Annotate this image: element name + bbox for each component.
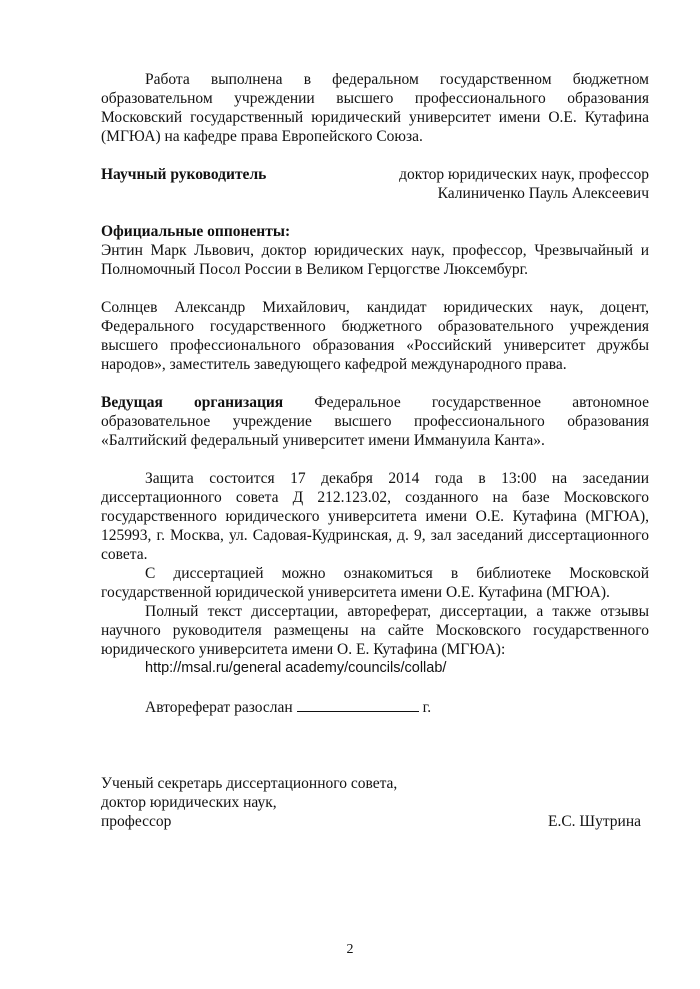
opponent-first: Энтин Марк Львович, доктор юридических наук, профессор, Чрезвычайный и Полномочный Посол России в Великом Герцогстве Люксембург. (101, 242, 649, 278)
opponents-heading: Официальные оппоненты: (101, 223, 291, 240)
supervisor-label: Научный руководитель (101, 166, 267, 183)
leading-org-text: Федеральное государственное автономное образовательное учреждение высшего профессионального образования «Балтийский федеральный университет имени Иммануила Канта». (101, 394, 649, 449)
secretary-line-3: профессор (101, 813, 172, 830)
library-paragraph: С диссертацией можно ознакомиться в библиотеке Московской государственной юридической университета имени О.Е. Кутафина (МГЮА). (101, 565, 649, 601)
document-page (101, 70, 649, 831)
date-blank-line (297, 697, 419, 712)
opponent-second: Солнцев Александр Михайлович, кандидат юридических наук, доцент, Федерального государственного бюджетного образовательного учреждения высшего профессионального образования «Российский университет дружбы народов», заместитель заведующего кафедрой международного права. (101, 299, 649, 373)
page-number: 2 (346, 942, 354, 957)
abstract-sent-label: Автореферат разослан (145, 699, 293, 716)
defense-paragraph: Защита состоится 17 декабря 2014 года в 13:00 на заседании диссертационного совета Д 212.123.02, созданного на базе Московского государственного юридического университета имени О.Е. Кутафина (МГЮА), 125993, г. Москва, ул. Садовая-Кудринская, д. 9, зал заседаний диссертационного совета. (101, 470, 649, 563)
secretary-line-2: доктор юридических наук, (101, 794, 277, 811)
abstract-sent-line (101, 697, 649, 717)
fulltext-paragraph: Полный текст диссертации, автореферат, диссертации, а также отзывы научного руководителя размещены на сайте Московского государственного юридического университета имени О. Е. Кутафина (МГЮА): (101, 603, 649, 658)
leading-org-label: Ведущая организация (101, 394, 284, 411)
intro-paragraph: Работа выполнена в федеральном государственном бюджетном образовательном учреждении высшего профессионального образования Московский государственный юридический университет имени О.Е. Кутафина (МГЮА) на кафедре права Европейского Союза. (101, 71, 649, 145)
abstract-sent-suffix: г. (422, 699, 432, 716)
leading-organization (101, 393, 649, 450)
supervisor-title: доктор юридических наук, профессор (399, 166, 649, 183)
secretary-signature-block (101, 774, 649, 831)
supervisor-block (101, 165, 649, 203)
secretary-line-1: Ученый секретарь диссертационного совета, (101, 775, 398, 792)
website-link[interactable]: http://msal.ru/general academy/councils/collab/ (145, 660, 447, 676)
secretary-name: Е.С. Шутрина (548, 813, 641, 830)
supervisor-name: Калиниченко Пауль Алексеевич (437, 185, 649, 202)
